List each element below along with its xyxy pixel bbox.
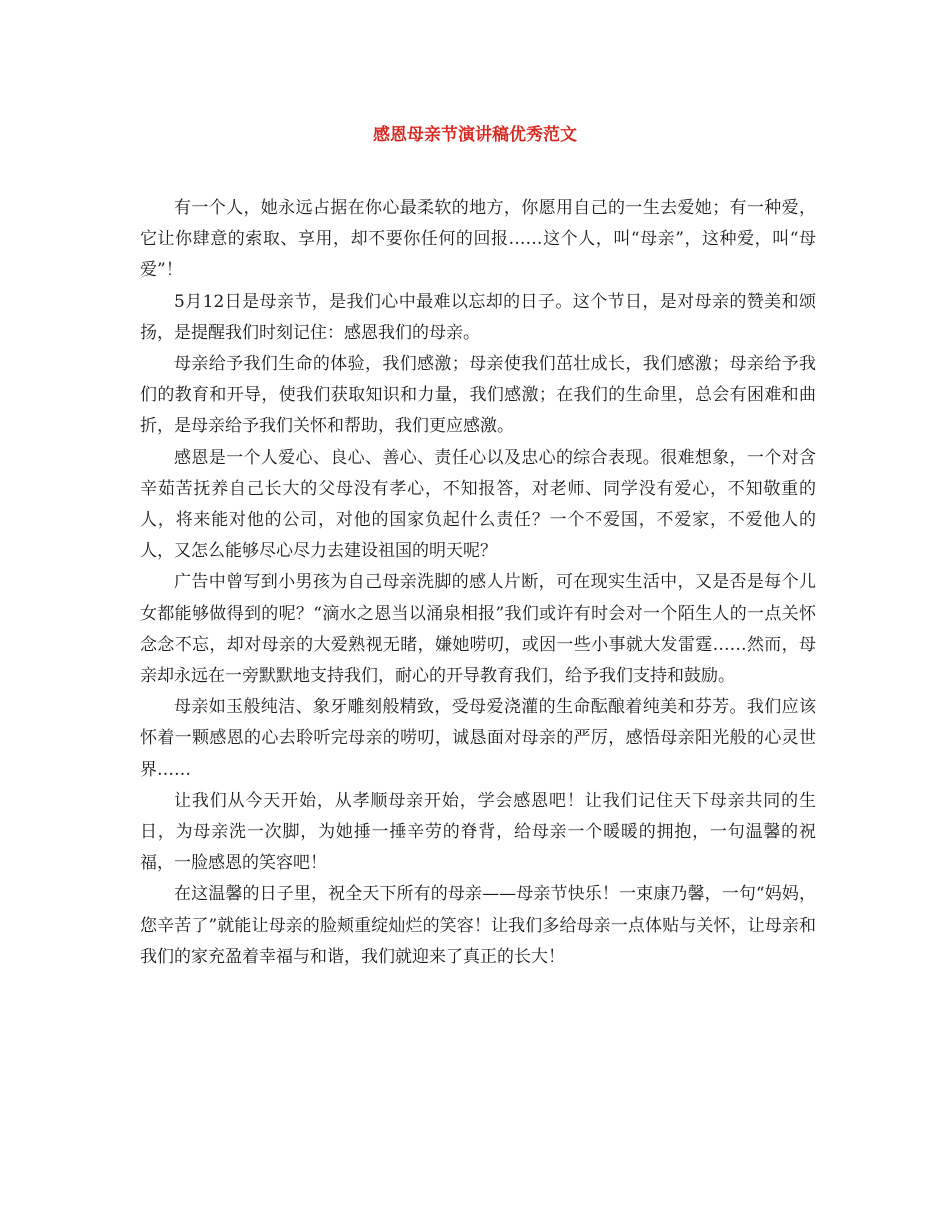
paragraph-2: 5月12日是母亲节，是我们心中最难以忘却的日子。这个节日，是对母亲的赞美和颂扬，是提醒我们时刻记住：感恩我们的母亲。 bbox=[140, 291, 816, 343]
paragraph-3: 母亲给予我们生命的体验，我们感激；母亲使我们茁壮成长，我们感激；母亲给予我们的教育和开导，使我们获取知识和力量，我们感激；在我们的生命里，总会有困难和曲折，是母亲给予我们关怀和帮助，我们更应感激。 bbox=[140, 354, 816, 437]
paragraph-5: 广告中曾写到小男孩为自己母亲洗脚的感人片断，可在现实生活中，又是否是每个儿女都能够做得到的呢？“滴水之恩当以涌泉相报”我们或许有时会对一个陌生人的一点关怀念念不忘，却对母亲的大爱熟视无睹，嫌她唠叨，或因一些小事就大发雷霆……然而，母亲却永远在一旁默默地支持我们，耐心的开导教育我们，给予我们支持和鼓励。 bbox=[140, 572, 816, 687]
paragraph-6: 母亲如玉般纯洁、象牙雕刻般精致，受母爱浇灌的生命酝酿着纯美和芬芳。我们应该怀着一颗感恩的心去聆听完母亲的唠叨，诚恳面对母亲的严厉，感悟母亲阳光般的心灵世界…… bbox=[140, 697, 816, 780]
document-title: 感恩母亲节演讲稿优秀范文 bbox=[373, 125, 577, 145]
document-body bbox=[140, 193, 816, 973]
paragraph-8: 在这温馨的日子里，祝全天下所有的母亲——母亲节快乐！一束康乃馨，一句“妈妈，您辛苦了”就能让母亲的脸颊重绽灿烂的笑容！让我们多给母亲一点体贴与关怀，让母亲和我们的家充盈着幸福与和谐，我们就迎来了真正的长大！ bbox=[140, 884, 816, 967]
paragraph-7: 让我们从今天开始，从孝顺母亲开始，学会感恩吧！让我们记住天下母亲共同的生日，为母亲洗一次脚，为她捶一捶辛劳的脊背，给母亲一个暖暖的拥抱，一句温馨的祝福，一脸感恩的笑容吧！ bbox=[140, 790, 816, 874]
paragraph-1: 有一个人，她永远占据在你心最柔软的地方，你愿用自己的一生去爱她；有一种爱，它让你肆意的索取、享用，却不要你任何的回报……这个人，叫“母亲”，这种爱，叫“母爱”！ bbox=[140, 198, 816, 281]
paragraph-4: 感恩是一个人爱心、良心、善心、责任心以及忠心的综合表现。很难想象，一个对含辛茹苦抚养自己长大的父母没有孝心，不知报答，对老师、同学没有爱心，不知敬重的人，将来能对他的公司，对他的国家负起什么责任？一个不爱国，不爱家，不爱他人的人，又怎么能够尽心尽力去建设祖国的明天呢？ bbox=[140, 447, 816, 562]
